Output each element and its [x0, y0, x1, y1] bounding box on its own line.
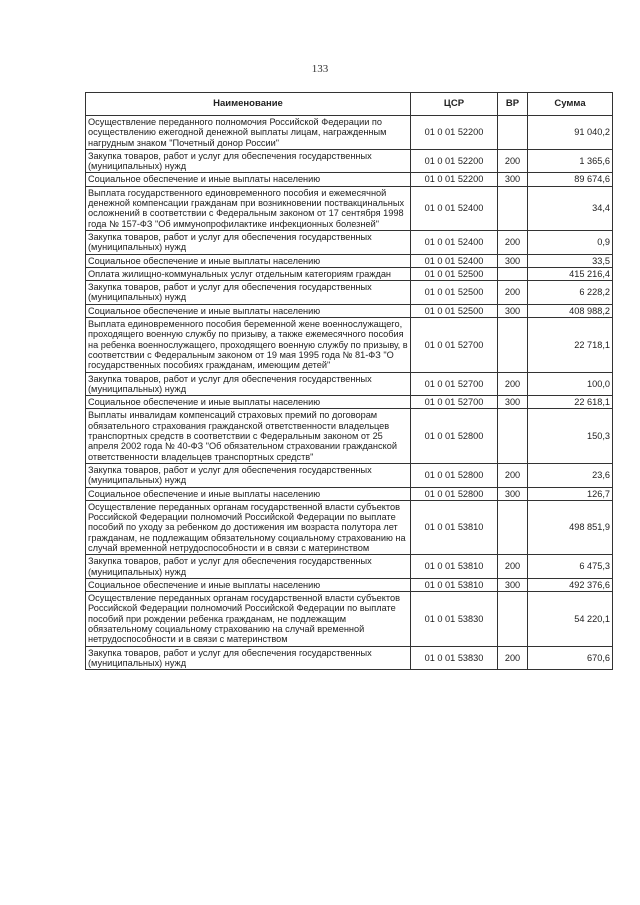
- cell-sum: 34,4: [528, 186, 613, 230]
- table-body: [86, 116, 613, 670]
- cell-csr: 01 0 01 52200: [411, 173, 498, 186]
- cell-vr: 300: [498, 304, 528, 317]
- cell-csr: 01 0 01 52500: [411, 281, 498, 305]
- cell-sum: 89 674,6: [528, 173, 613, 186]
- cell-sum: 6 475,3: [528, 555, 613, 579]
- cell-sum: 100,0: [528, 372, 613, 396]
- cell-csr: 01 0 01 52500: [411, 304, 498, 317]
- cell-sum: 126,7: [528, 487, 613, 500]
- table-row: [86, 463, 613, 487]
- cell-vr: [498, 409, 528, 463]
- table-row: [86, 173, 613, 186]
- cell-name: Закупка товаров, работ и услуг для обеспечения государственных (муниципальных) нужд: [86, 646, 411, 670]
- cell-csr: 01 0 01 53830: [411, 646, 498, 670]
- table-row: [86, 578, 613, 591]
- table-row: [86, 487, 613, 500]
- cell-csr: 01 0 01 53810: [411, 578, 498, 591]
- cell-name: Выплата государственного единовременного пособия и ежемесячной денежной компенсации гражданам при возникновении поствакцинальных осложнений в соответствии с Федеральным законом от 17 сентября 1998 года № 157-ФЗ "Об иммунопрофилактике инфекционных болезней": [86, 186, 411, 230]
- cell-name: Закупка товаров, работ и услуг для обеспечения государственных (муниципальных) нужд: [86, 230, 411, 254]
- cell-sum: 0,9: [528, 230, 613, 254]
- cell-name: Закупка товаров, работ и услуг для обеспечения государственных (муниципальных) нужд: [86, 555, 411, 579]
- cell-sum: 1 365,6: [528, 149, 613, 173]
- table-row: [86, 372, 613, 396]
- cell-sum: 492 376,6: [528, 578, 613, 591]
- cell-csr: 01 0 01 53810: [411, 500, 498, 554]
- table-row: [86, 555, 613, 579]
- header-vr: ВР: [498, 93, 528, 116]
- table-row: [86, 409, 613, 463]
- cell-name: Закупка товаров, работ и услуг для обеспечения государственных (муниципальных) нужд: [86, 463, 411, 487]
- cell-vr: 300: [498, 487, 528, 500]
- table-row: [86, 116, 613, 150]
- cell-vr: [498, 500, 528, 554]
- cell-sum: 670,6: [528, 646, 613, 670]
- page-number: 133: [311, 63, 329, 75]
- cell-name: Закупка товаров, работ и услуг для обеспечения государственных (муниципальных) нужд: [86, 372, 411, 396]
- cell-csr: 01 0 01 53830: [411, 592, 498, 646]
- cell-sum: 22 718,1: [528, 318, 613, 372]
- cell-vr: 200: [498, 281, 528, 305]
- table-row: [86, 230, 613, 254]
- cell-csr: 01 0 01 52400: [411, 230, 498, 254]
- cell-vr: 200: [498, 149, 528, 173]
- cell-vr: 300: [498, 254, 528, 267]
- cell-sum: 91 040,2: [528, 116, 613, 150]
- cell-name: Социальное обеспечение и иные выплаты населению: [86, 396, 411, 409]
- cell-csr: 01 0 01 52500: [411, 267, 498, 280]
- cell-csr: 01 0 01 53810: [411, 555, 498, 579]
- cell-vr: [498, 318, 528, 372]
- cell-name: Осуществление переданного полномочия Российской Федерации по осуществлению ежегодной денежной выплаты лицам, награжденным нагрудным знаком "Почетный донор России": [86, 116, 411, 150]
- cell-csr: 01 0 01 52700: [411, 318, 498, 372]
- cell-vr: 300: [498, 396, 528, 409]
- cell-sum: 54 220,1: [528, 592, 613, 646]
- cell-name: Выплата единовременного пособия беременной жене военнослужащего, проходящего военную службу по призыву, а также ежемесячного пособия на ребенка военнослужащего, проходящего военную службу по призыву, в соответствии с Федеральным законом от 19 мая 1995 года № 81-ФЗ "О государственных пособиях гражданам, имеющим детей": [86, 318, 411, 372]
- cell-vr: 200: [498, 646, 528, 670]
- cell-vr: 200: [498, 372, 528, 396]
- cell-name: Осуществление переданных органам государственной власти субъектов Российской Федерации полномочий Российской Федерации по выплате пособий при рождении ребенка гражданам, не подлежащим обязательному социальному страхованию на случай временной нетрудоспособности и в связи с материнством: [86, 592, 411, 646]
- cell-sum: 23,6: [528, 463, 613, 487]
- cell-sum: 6 228,2: [528, 281, 613, 305]
- cell-vr: [498, 186, 528, 230]
- table-row: [86, 318, 613, 372]
- cell-sum: 498 851,9: [528, 500, 613, 554]
- header-name: Наименование: [86, 93, 411, 116]
- cell-sum: 408 988,2: [528, 304, 613, 317]
- cell-csr: 01 0 01 52400: [411, 254, 498, 267]
- cell-name: Закупка товаров, работ и услуг для обеспечения государственных (муниципальных) нужд: [86, 281, 411, 305]
- cell-name: Закупка товаров, работ и услуг для обеспечения государственных (муниципальных) нужд: [86, 149, 411, 173]
- table-row: [86, 186, 613, 230]
- cell-name: Осуществление переданных органам государственной власти субъектов Российской Федерации полномочий Российской Федерации по выплате пособий по уходу за ребенком до достижения им возраста полутора лет гражданам, не подлежащим обязательному социальному страхованию на случай временной нетрудоспособности и в связи с материнством: [86, 500, 411, 554]
- cell-csr: 01 0 01 52200: [411, 149, 498, 173]
- table-row: [86, 254, 613, 267]
- cell-vr: 200: [498, 463, 528, 487]
- cell-csr: 01 0 01 52800: [411, 409, 498, 463]
- cell-name: Социальное обеспечение и иные выплаты населению: [86, 578, 411, 591]
- table-row: [86, 304, 613, 317]
- cell-sum: 150,3: [528, 409, 613, 463]
- cell-csr: 01 0 01 52800: [411, 463, 498, 487]
- cell-name: Социальное обеспечение и иные выплаты населению: [86, 304, 411, 317]
- table-row: [86, 646, 613, 670]
- cell-vr: 300: [498, 173, 528, 186]
- cell-vr: 300: [498, 578, 528, 591]
- cell-vr: [498, 592, 528, 646]
- table-row: [86, 396, 613, 409]
- table-row: [86, 149, 613, 173]
- cell-vr: 200: [498, 555, 528, 579]
- cell-name: Социальное обеспечение и иные выплаты населению: [86, 254, 411, 267]
- cell-name: Оплата жилищно-коммунальных услуг отдельным категориям граждан: [86, 267, 411, 280]
- cell-csr: 01 0 01 52700: [411, 396, 498, 409]
- cell-csr: 01 0 01 52800: [411, 487, 498, 500]
- cell-csr: 01 0 01 52700: [411, 372, 498, 396]
- cell-vr: [498, 267, 528, 280]
- header-csr: ЦСР: [411, 93, 498, 116]
- cell-sum: 33,5: [528, 254, 613, 267]
- table-row: [86, 592, 613, 646]
- table-row: [86, 281, 613, 305]
- cell-name: Социальное обеспечение и иные выплаты населению: [86, 487, 411, 500]
- cell-sum: 22 618,1: [528, 396, 613, 409]
- cell-name: Выплаты инвалидам компенсаций страховых премий по договорам обязательного страхования гражданской ответственности владельцев транспортных средств в соответствии с Федеральным законом от 25 апреля 2002 года № 40-ФЗ "Об обязательном страховании гражданской ответственности владельцев транспортных средств": [86, 409, 411, 463]
- cell-name: Социальное обеспечение и иные выплаты населению: [86, 173, 411, 186]
- cell-csr: 01 0 01 52400: [411, 186, 498, 230]
- cell-sum: 415 216,4: [528, 267, 613, 280]
- cell-csr: 01 0 01 52200: [411, 116, 498, 150]
- table-header-row: [86, 93, 613, 116]
- cell-vr: 200: [498, 230, 528, 254]
- budget-table: [85, 92, 613, 670]
- header-sum: Сумма: [528, 93, 613, 116]
- table-row: [86, 267, 613, 280]
- table-row: [86, 500, 613, 554]
- cell-vr: [498, 116, 528, 150]
